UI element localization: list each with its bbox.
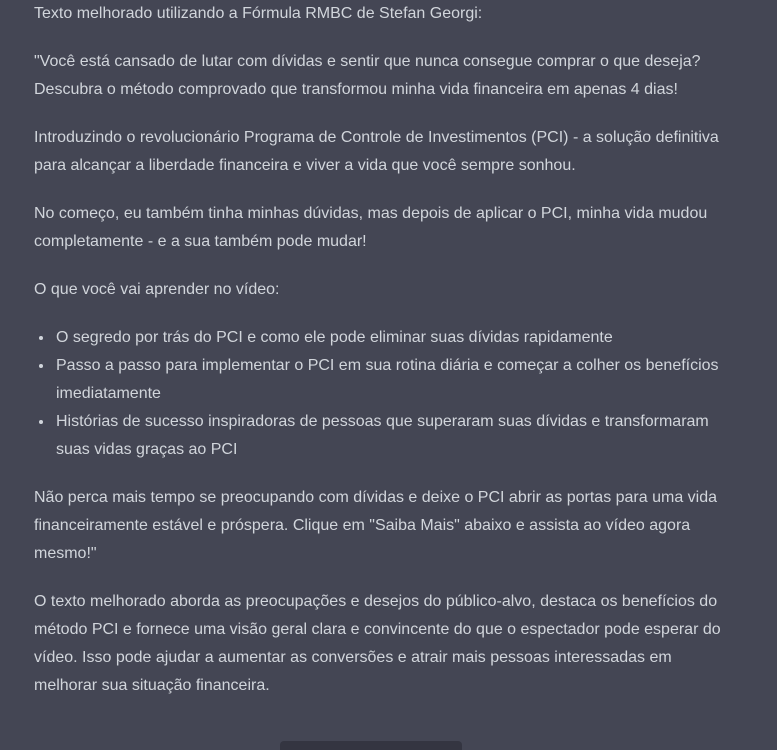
- list-item-text: O segredo por trás do PCI e como ele pode eliminar suas dívidas rapidamente: [56, 329, 613, 346]
- bullet-dot-icon: [39, 364, 43, 368]
- message-paragraph-5: Não perca mais tempo se preocupando com dívidas e deixe o PCI abrir as portas para uma vida financeiramente estável e próspera. Clique em "Saiba Mais" abaixo e assista ao vídeo agora mesmo!": [34, 489, 718, 562]
- message-paragraph-6: O texto melhorado aborda as preocupações e desejos do público-alvo, destaca os benefícios do método PCI e fornece uma visão geral clara e convincente do que o espectador pode esperar do vídeo. Isso pode ajudar a aumentar as conversões e atrair mais pessoas interessadas em melhorar sua situação financeira.: [34, 593, 721, 694]
- list-item: [34, 324, 724, 352]
- bullet-dot-icon: [39, 336, 43, 340]
- list-item-text: Histórias de sucesso inspiradoras de pessoas que superaram suas dívidas e transformaram suas vidas graças ao PCI: [56, 413, 709, 458]
- bottom-overlay-bar: [280, 741, 462, 750]
- message-paragraph-4: O que você vai aprender no vídeo:: [34, 281, 280, 298]
- message-paragraph-2: Introduzindo o revolucionário Programa de Controle de Investimentos (PCI) - a solução definitiva para alcançar a liberdade financeira e viver a vida que você sempre sonhou.: [34, 129, 719, 174]
- message-paragraph-1: "Você está cansado de lutar com dívidas e sentir que nunca consegue comprar o que deseja? Descubra o método comprovado que transformou minha vida financeira em apenas 4 dias!: [34, 53, 701, 98]
- bullet-dot-icon: [39, 420, 43, 424]
- list-item: [34, 408, 724, 464]
- list-item: [34, 352, 724, 408]
- bullet-list: [34, 324, 724, 464]
- message-intro: Texto melhorado utilizando a Fórmula RMBC de Stefan Georgi:: [34, 5, 483, 22]
- assistant-message: [34, 0, 724, 720]
- message-paragraph-3: No começo, eu também tinha minhas dúvidas, mas depois de aplicar o PCI, minha vida mudou completamente - e a sua também pode mudar!: [34, 205, 708, 250]
- list-item-text: Passo a passo para implementar o PCI em sua rotina diária e começar a colher os benefícios imediatamente: [56, 357, 719, 402]
